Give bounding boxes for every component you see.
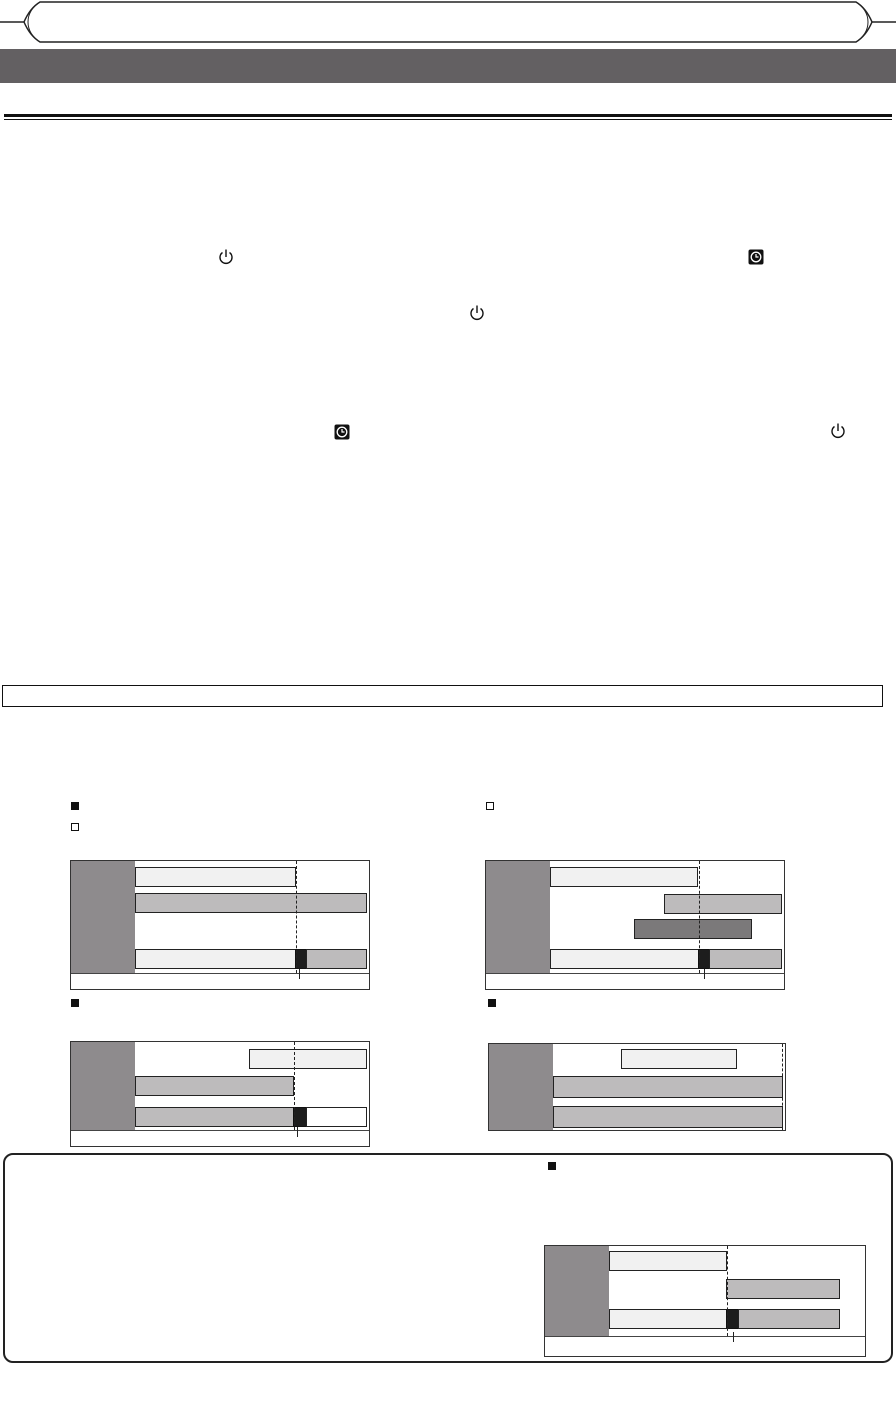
time-marker-line (699, 861, 700, 973)
program-bar (135, 893, 367, 913)
power-icon (217, 248, 235, 266)
note-box (2, 685, 883, 707)
program-bar (709, 949, 782, 969)
time-marker-line (294, 1042, 295, 1130)
diagram-axis (486, 973, 784, 974)
open-square-marker (71, 823, 79, 831)
time-marker-line (727, 1246, 728, 1336)
time-marker-line (296, 861, 297, 973)
program-bar (664, 894, 782, 914)
header-banner-frame (0, 0, 896, 44)
open-square-marker (486, 802, 494, 810)
timer-overlap-diagram-5 (544, 1245, 866, 1357)
time-tick (297, 1127, 298, 1137)
filled-square-marker (488, 999, 496, 1007)
diagram-side-panel (486, 861, 550, 973)
filled-square-marker (71, 999, 79, 1007)
program-bar (135, 949, 296, 969)
timer-overlap-diagram-2 (485, 860, 785, 990)
divider-rule (4, 114, 892, 117)
program-bar (553, 1106, 783, 1128)
timer-overlap-diagram-1 (70, 860, 370, 990)
time-marker-line (782, 1044, 783, 1130)
timer-icon (748, 249, 764, 265)
timer-icon (334, 424, 350, 440)
diagram-side-panel (71, 861, 135, 973)
power-icon (468, 304, 486, 322)
filled-square-marker (71, 802, 79, 810)
diagram-side-panel (489, 1044, 553, 1130)
program-bar (621, 1049, 737, 1069)
program-bar (249, 1049, 367, 1069)
filled-square-marker (548, 1162, 556, 1170)
overlap-block (293, 1107, 307, 1127)
timer-overlap-diagram-3 (70, 1041, 370, 1147)
diagram-axis (71, 1130, 369, 1131)
time-tick (299, 969, 300, 979)
diagram-side-panel (545, 1246, 609, 1336)
program-bar (135, 867, 296, 887)
program-bar (550, 867, 698, 887)
program-bar (609, 1251, 727, 1271)
program-bar (553, 1076, 783, 1098)
program-bar (738, 1309, 840, 1329)
program-bar (550, 949, 700, 969)
program-bar (306, 1107, 367, 1127)
power-icon (829, 422, 847, 440)
program-bar (726, 1279, 840, 1299)
program-bar (609, 1309, 727, 1329)
diagram-axis (545, 1336, 865, 1337)
divider-rule-thin (4, 119, 892, 120)
section-title-bar (0, 49, 896, 83)
time-tick (733, 1332, 734, 1342)
diagram-side-panel (71, 1042, 135, 1130)
timer-overlap-diagram-4 (488, 1043, 786, 1131)
time-tick (704, 969, 705, 979)
diagram-axis (71, 973, 369, 974)
program-bar (306, 949, 367, 969)
program-bar (135, 1107, 294, 1127)
program-bar (634, 919, 752, 939)
program-bar (135, 1076, 294, 1096)
